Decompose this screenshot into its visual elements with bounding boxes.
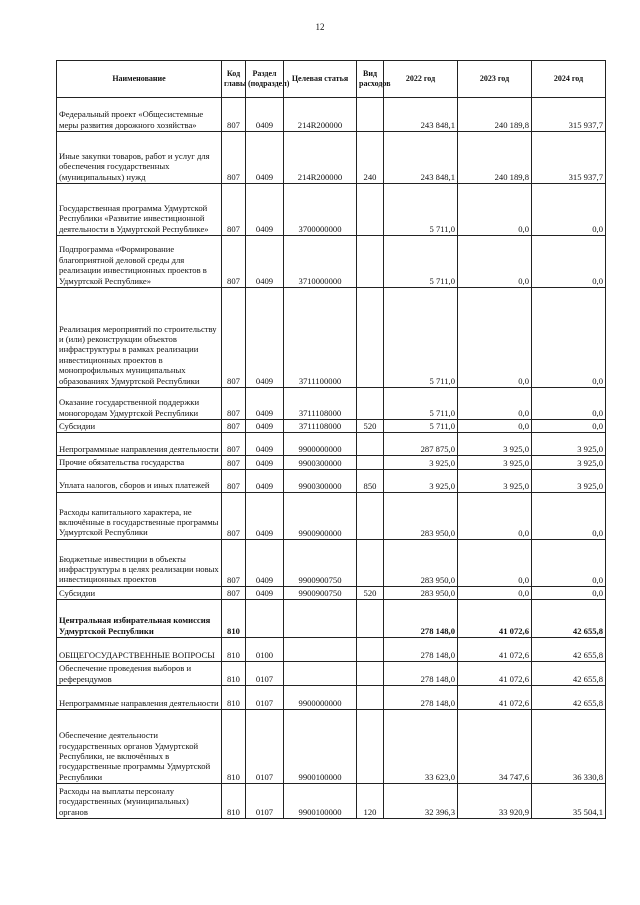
cell-y2024: 3 925,0 bbox=[532, 469, 606, 492]
header-kod: Код главы bbox=[222, 61, 246, 98]
cell-vid bbox=[357, 433, 384, 456]
cell-y2023: 41 072,6 bbox=[458, 638, 532, 662]
cell-name: ОБЩЕГОСУДАРСТВЕННЫЕ ВОПРОСЫ bbox=[57, 638, 222, 662]
page-number: 12 bbox=[315, 22, 325, 32]
cell-y2024: 315 937,7 bbox=[532, 98, 606, 132]
cell-y2023: 34 747,6 bbox=[458, 710, 532, 784]
cell-kod: 807 bbox=[222, 236, 246, 288]
cell-name: Субсидии bbox=[57, 420, 222, 433]
cell-y2022: 283 950,0 bbox=[384, 492, 458, 539]
budget-table bbox=[56, 60, 606, 819]
cell-y2022: 278 148,0 bbox=[384, 686, 458, 710]
cell-y2023: 3 925,0 bbox=[458, 469, 532, 492]
cell-name: Оказание государственной поддержки моногородам Удмуртской Республики bbox=[57, 388, 222, 420]
cell-name: Федеральный проект «Общесистемные меры развития дорожного хозяйства» bbox=[57, 98, 222, 132]
cell-name: Государственная программа Удмуртской Республики «Развитие инвестиционной деятельности в Удмуртской Республике» bbox=[57, 184, 222, 236]
cell-kod: 810 bbox=[222, 784, 246, 819]
cell-celevaya: 9900100000 bbox=[284, 784, 357, 819]
table-row bbox=[57, 784, 606, 819]
cell-y2024: 0,0 bbox=[532, 586, 606, 599]
cell-y2022: 5 711,0 bbox=[384, 388, 458, 420]
cell-vid: 520 bbox=[357, 420, 384, 433]
table-row bbox=[57, 638, 606, 662]
cell-y2022: 243 848,1 bbox=[384, 98, 458, 132]
header-vid: Вид расходов bbox=[357, 61, 384, 98]
cell-vid bbox=[357, 388, 384, 420]
cell-y2024: 0,0 bbox=[532, 420, 606, 433]
cell-vid bbox=[357, 492, 384, 539]
cell-y2024: 315 937,7 bbox=[532, 132, 606, 184]
table-row bbox=[57, 662, 606, 686]
header-name: Наименование bbox=[57, 61, 222, 98]
cell-y2023: 0,0 bbox=[458, 492, 532, 539]
cell-kod: 807 bbox=[222, 539, 246, 586]
cell-name: Центральная избирательная комиссия Удмуртской Республики bbox=[57, 600, 222, 638]
cell-y2024: 0,0 bbox=[532, 388, 606, 420]
cell-name: Непрограммные направления деятельности bbox=[57, 433, 222, 456]
cell-y2023: 0,0 bbox=[458, 420, 532, 433]
cell-y2024: 42 655,8 bbox=[532, 686, 606, 710]
cell-y2022: 287 875,0 bbox=[384, 433, 458, 456]
cell-y2022: 278 148,0 bbox=[384, 600, 458, 638]
cell-vid: 850 bbox=[357, 469, 384, 492]
cell-celevaya: 9900100000 bbox=[284, 710, 357, 784]
cell-y2023: 41 072,6 bbox=[458, 600, 532, 638]
cell-name: Иные закупки товаров, работ и услуг для обеспечения государственных (муниципальных) нужд bbox=[57, 132, 222, 184]
cell-y2023: 0,0 bbox=[458, 184, 532, 236]
cell-razdel: 0409 bbox=[246, 469, 284, 492]
cell-name: Бюджетные инвестиции в объекты инфраструктуры в целях реализации новых инвестиционных проектов bbox=[57, 539, 222, 586]
cell-y2023: 0,0 bbox=[458, 586, 532, 599]
cell-y2022: 283 950,0 bbox=[384, 539, 458, 586]
table-row bbox=[57, 686, 606, 710]
cell-y2023: 0,0 bbox=[458, 539, 532, 586]
cell-razdel: 0409 bbox=[246, 539, 284, 586]
cell-vid bbox=[357, 600, 384, 638]
table-row bbox=[57, 236, 606, 288]
table-row bbox=[57, 288, 606, 388]
cell-razdel: 0409 bbox=[246, 456, 284, 469]
cell-celevaya: 9900300000 bbox=[284, 456, 357, 469]
cell-kod: 807 bbox=[222, 288, 246, 388]
cell-razdel: 0409 bbox=[246, 586, 284, 599]
header-razdel: Раздел (подраздел) bbox=[246, 61, 284, 98]
header-celevaya: Целевая статья bbox=[284, 61, 357, 98]
cell-razdel: 0409 bbox=[246, 288, 284, 388]
cell-name: Субсидии bbox=[57, 586, 222, 599]
cell-vid bbox=[357, 662, 384, 686]
cell-razdel: 0409 bbox=[246, 184, 284, 236]
cell-celevaya: 214R200000 bbox=[284, 98, 357, 132]
cell-vid bbox=[357, 288, 384, 388]
cell-y2024: 0,0 bbox=[532, 539, 606, 586]
cell-razdel bbox=[246, 600, 284, 638]
cell-y2022: 5 711,0 bbox=[384, 236, 458, 288]
cell-celevaya bbox=[284, 662, 357, 686]
cell-name: Реализация мероприятий по строительству и (или) реконструкции объектов инфраструктуры в рамках реализации инвестиционных проектов в монопрофильных муниципальных образованиях Удмуртской Республики bbox=[57, 288, 222, 388]
cell-y2023: 33 920,9 bbox=[458, 784, 532, 819]
cell-vid bbox=[357, 98, 384, 132]
cell-y2024: 42 655,8 bbox=[532, 638, 606, 662]
cell-y2022: 278 148,0 bbox=[384, 638, 458, 662]
cell-y2023: 3 925,0 bbox=[458, 433, 532, 456]
cell-y2023: 41 072,6 bbox=[458, 662, 532, 686]
cell-vid bbox=[357, 184, 384, 236]
cell-name: Расходы капитального характера, не включённые в государственные программы Удмуртской Республики bbox=[57, 492, 222, 539]
cell-y2024: 35 504,1 bbox=[532, 784, 606, 819]
cell-kod: 807 bbox=[222, 184, 246, 236]
header-2024: 2024 год bbox=[532, 61, 606, 98]
cell-kod: 807 bbox=[222, 433, 246, 456]
cell-y2022: 3 925,0 bbox=[384, 456, 458, 469]
cell-y2022: 33 623,0 bbox=[384, 710, 458, 784]
cell-y2023: 240 189,8 bbox=[458, 98, 532, 132]
cell-razdel: 0107 bbox=[246, 710, 284, 784]
cell-name: Обеспечение деятельности государственных органов Удмуртской Республики, не включённых в государственные программы Удмуртской Республики bbox=[57, 710, 222, 784]
header-2022: 2022 год bbox=[384, 61, 458, 98]
cell-celevaya: 9900900750 bbox=[284, 539, 357, 586]
cell-y2023: 3 925,0 bbox=[458, 456, 532, 469]
cell-y2022: 243 848,1 bbox=[384, 132, 458, 184]
cell-kod: 810 bbox=[222, 638, 246, 662]
table-row bbox=[57, 184, 606, 236]
cell-y2023: 0,0 bbox=[458, 288, 532, 388]
cell-kod: 810 bbox=[222, 710, 246, 784]
cell-y2023: 41 072,6 bbox=[458, 686, 532, 710]
cell-razdel: 0409 bbox=[246, 388, 284, 420]
table-row bbox=[57, 586, 606, 599]
cell-y2024: 36 330,8 bbox=[532, 710, 606, 784]
cell-celevaya: 3711100000 bbox=[284, 288, 357, 388]
cell-kod: 807 bbox=[222, 420, 246, 433]
cell-kod: 810 bbox=[222, 662, 246, 686]
table-row bbox=[57, 98, 606, 132]
cell-y2024: 0,0 bbox=[532, 236, 606, 288]
cell-celevaya: 3711108000 bbox=[284, 420, 357, 433]
cell-kod: 807 bbox=[222, 586, 246, 599]
cell-celevaya: 214R200000 bbox=[284, 132, 357, 184]
cell-vid bbox=[357, 236, 384, 288]
cell-kod: 810 bbox=[222, 686, 246, 710]
cell-celevaya: 9900000000 bbox=[284, 686, 357, 710]
cell-vid bbox=[357, 456, 384, 469]
cell-celevaya: 9900300000 bbox=[284, 469, 357, 492]
cell-razdel: 0409 bbox=[246, 98, 284, 132]
cell-y2024: 42 655,8 bbox=[532, 600, 606, 638]
cell-y2022: 278 148,0 bbox=[384, 662, 458, 686]
cell-y2022: 32 396,3 bbox=[384, 784, 458, 819]
cell-y2023: 0,0 bbox=[458, 388, 532, 420]
table-header-row bbox=[57, 61, 606, 98]
table-row bbox=[57, 469, 606, 492]
cell-name: Непрограммные направления деятельности bbox=[57, 686, 222, 710]
cell-vid bbox=[357, 710, 384, 784]
cell-kod: 807 bbox=[222, 132, 246, 184]
cell-celevaya bbox=[284, 600, 357, 638]
cell-vid: 240 bbox=[357, 132, 384, 184]
cell-razdel: 0107 bbox=[246, 784, 284, 819]
table-row bbox=[57, 456, 606, 469]
cell-vid: 120 bbox=[357, 784, 384, 819]
cell-kod: 807 bbox=[222, 492, 246, 539]
cell-celevaya: 9900900750 bbox=[284, 586, 357, 599]
cell-y2022: 5 711,0 bbox=[384, 184, 458, 236]
table-row bbox=[57, 420, 606, 433]
cell-name: Уплата налогов, сборов и иных платежей bbox=[57, 469, 222, 492]
table-row bbox=[57, 388, 606, 420]
cell-name: Расходы на выплаты персоналу государственных (муниципальных) органов bbox=[57, 784, 222, 819]
cell-celevaya: 3700000000 bbox=[284, 184, 357, 236]
cell-y2024: 42 655,8 bbox=[532, 662, 606, 686]
cell-y2024: 0,0 bbox=[532, 184, 606, 236]
table-row bbox=[57, 492, 606, 539]
cell-celevaya: 9900900000 bbox=[284, 492, 357, 539]
cell-y2022: 5 711,0 bbox=[384, 288, 458, 388]
cell-name: Подпрограмма «Формирование благоприятной деловой среды для реализации инвестиционных проектов в Удмуртской Республике» bbox=[57, 236, 222, 288]
cell-celevaya: 9900000000 bbox=[284, 433, 357, 456]
cell-kod: 807 bbox=[222, 469, 246, 492]
cell-name: Прочие обязательства государства bbox=[57, 456, 222, 469]
cell-vid bbox=[357, 686, 384, 710]
cell-y2023: 0,0 bbox=[458, 236, 532, 288]
cell-razdel: 0409 bbox=[246, 492, 284, 539]
cell-razdel: 0107 bbox=[246, 686, 284, 710]
cell-razdel: 0107 bbox=[246, 662, 284, 686]
table-row bbox=[57, 710, 606, 784]
cell-razdel: 0409 bbox=[246, 132, 284, 184]
cell-razdel: 0100 bbox=[246, 638, 284, 662]
table-row bbox=[57, 132, 606, 184]
cell-y2024: 0,0 bbox=[532, 288, 606, 388]
cell-y2024: 3 925,0 bbox=[532, 433, 606, 456]
cell-y2022: 3 925,0 bbox=[384, 469, 458, 492]
cell-kod: 807 bbox=[222, 456, 246, 469]
cell-vid: 520 bbox=[357, 586, 384, 599]
cell-y2022: 283 950,0 bbox=[384, 586, 458, 599]
cell-razdel: 0409 bbox=[246, 420, 284, 433]
cell-y2023: 240 189,8 bbox=[458, 132, 532, 184]
cell-y2024: 3 925,0 bbox=[532, 456, 606, 469]
table-row bbox=[57, 600, 606, 638]
table-row bbox=[57, 539, 606, 586]
table-row bbox=[57, 433, 606, 456]
cell-celevaya: 3710000000 bbox=[284, 236, 357, 288]
cell-vid bbox=[357, 539, 384, 586]
cell-kod: 807 bbox=[222, 98, 246, 132]
cell-name: Обеспечение проведения выборов и референдумов bbox=[57, 662, 222, 686]
cell-vid bbox=[357, 638, 384, 662]
cell-kod: 807 bbox=[222, 388, 246, 420]
cell-y2022: 5 711,0 bbox=[384, 420, 458, 433]
cell-razdel: 0409 bbox=[246, 236, 284, 288]
cell-razdel: 0409 bbox=[246, 433, 284, 456]
cell-celevaya: 3711108000 bbox=[284, 388, 357, 420]
cell-y2024: 0,0 bbox=[532, 492, 606, 539]
cell-kod: 810 bbox=[222, 600, 246, 638]
cell-celevaya bbox=[284, 638, 357, 662]
header-2023: 2023 год bbox=[458, 61, 532, 98]
